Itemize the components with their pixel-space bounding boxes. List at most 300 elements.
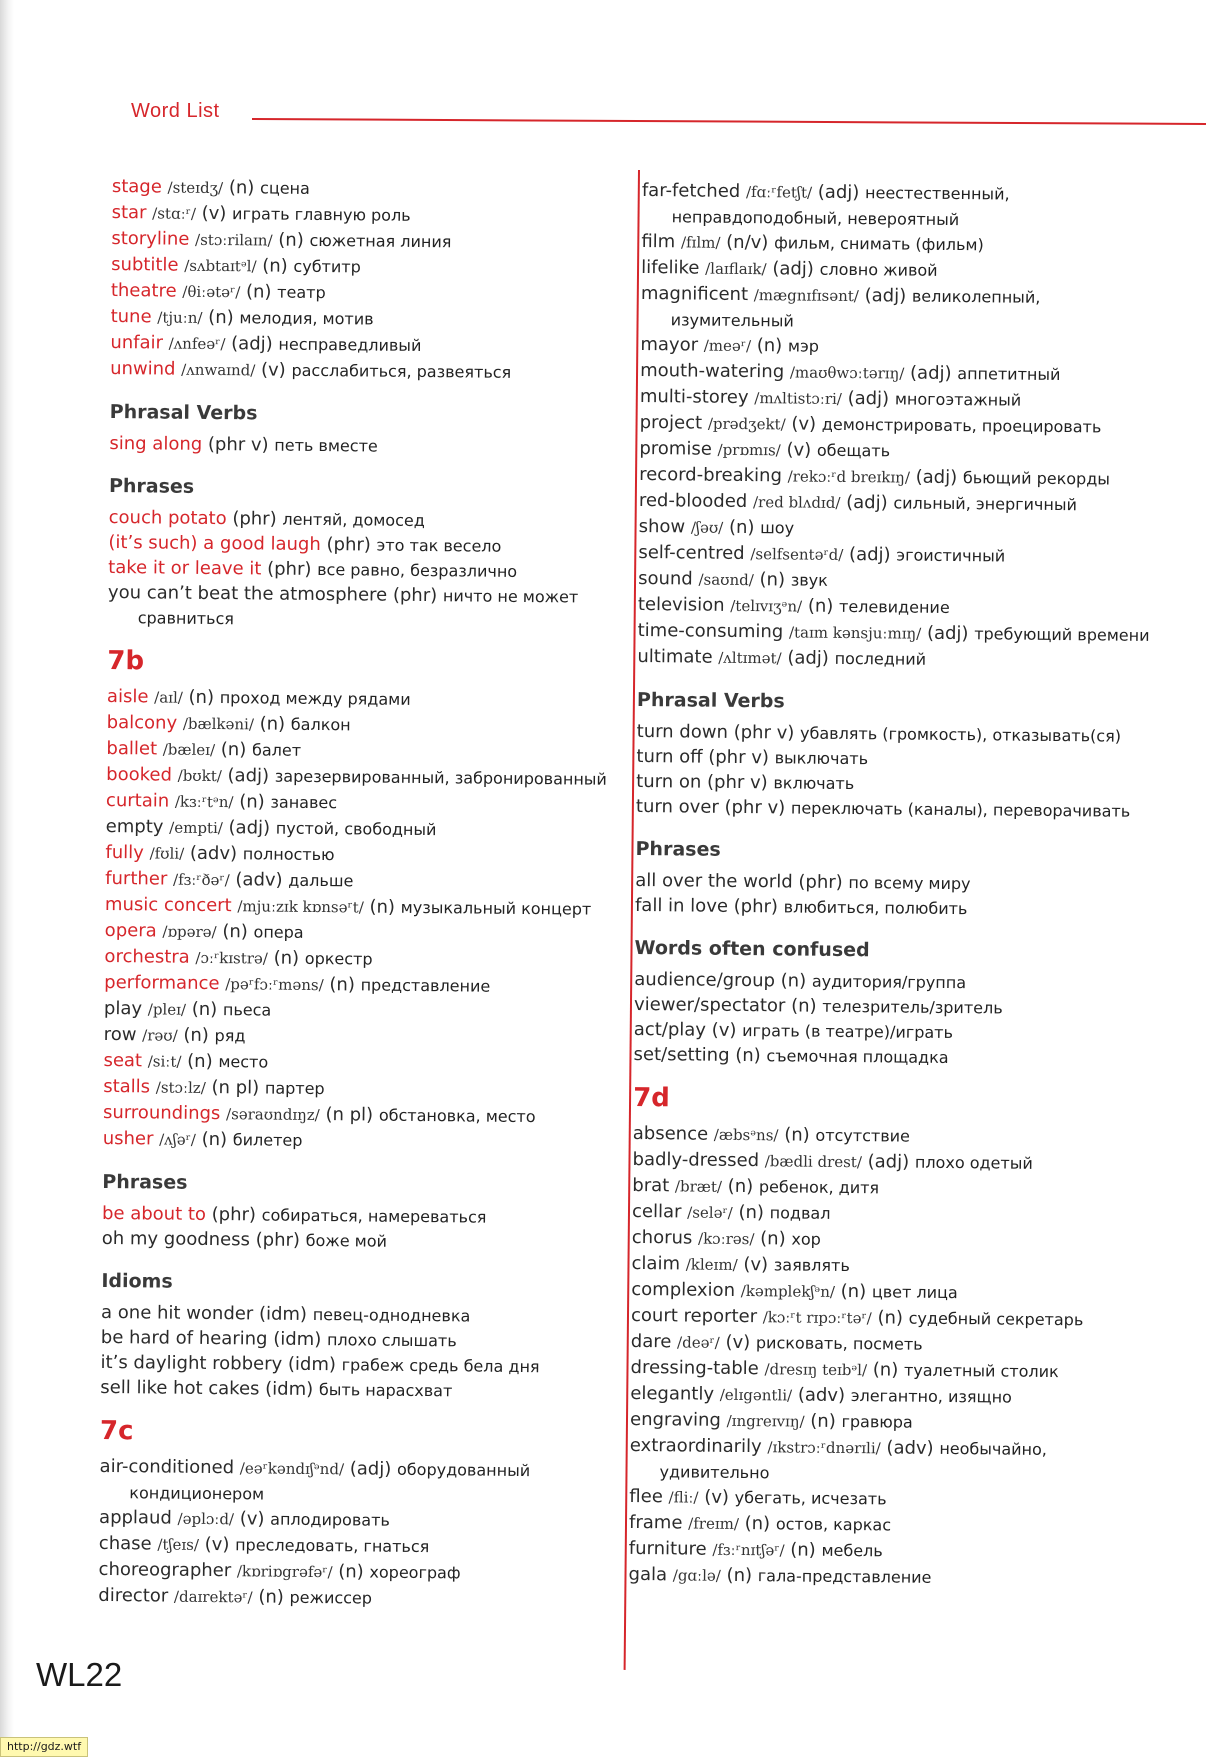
part-of-speech: (n) xyxy=(780,970,807,992)
part-of-speech: (phr) xyxy=(211,1204,257,1226)
part-of-speech: (idm) xyxy=(273,1328,322,1351)
transcription: /kɔːʳt rɪpɔːʳtəʳ/ xyxy=(762,1308,872,1328)
part-of-speech: (n) xyxy=(872,1359,899,1381)
translation: словно живой xyxy=(819,259,938,280)
translation: влюбиться, полюбить xyxy=(783,897,968,919)
headword: gala xyxy=(628,1563,668,1586)
headword: balcony xyxy=(106,711,178,734)
entry-list xyxy=(628,1121,1152,1593)
headword: couch potato xyxy=(108,506,227,530)
translation: демонстрировать, проецировать xyxy=(821,414,1102,437)
headword: sound xyxy=(638,567,693,590)
word-entry xyxy=(629,1433,1149,1489)
translation: проход между рядами xyxy=(219,688,411,709)
part-of-speech: (n) xyxy=(369,896,396,918)
headword: mayor xyxy=(640,333,699,356)
translation: телевидение xyxy=(838,596,950,617)
headword: flee xyxy=(629,1485,663,1508)
part-of-speech: (n) xyxy=(258,1586,284,1608)
section-heading: Phrases xyxy=(108,474,195,498)
transcription: /prədʒekt/ xyxy=(707,414,786,434)
translation: съемочная площадка xyxy=(766,1046,949,1067)
transcription: /ɪngreɪvɪŋ/ xyxy=(726,1411,805,1431)
translation: фильм, снимать (фильм) xyxy=(774,233,984,255)
transcription: /prɒmɪs/ xyxy=(717,440,781,460)
part-of-speech: (phr) xyxy=(326,534,371,556)
part-of-speech: (n) xyxy=(273,947,300,969)
headword: turn off xyxy=(636,745,703,768)
translation: многоэтажный xyxy=(894,389,1022,410)
translation: аплодировать xyxy=(270,1509,390,1530)
transcription: /kɔːrəs/ xyxy=(697,1229,755,1249)
part-of-speech: (adj) xyxy=(787,647,829,669)
transcription: /ʃəʊ/ xyxy=(690,518,724,537)
part-of-speech: (phr) xyxy=(392,584,438,607)
transcription: /pleɪ/ xyxy=(147,1000,187,1019)
part-of-speech: (n) xyxy=(807,595,834,617)
transcription: /tjuːn/ xyxy=(157,308,203,327)
part-of-speech: (adj) xyxy=(848,544,891,566)
headword: television xyxy=(637,593,725,616)
headword: all over the world xyxy=(635,869,793,893)
transcription: /mʌltistɔːri/ xyxy=(754,389,842,408)
transcription: /fɑːʳfetʃt/ xyxy=(745,182,813,202)
translation: убавлять (громкость), отказывать(ся) xyxy=(799,723,1122,746)
unit-heading-7c: 7c xyxy=(99,1415,134,1447)
entry-list xyxy=(633,967,1154,1072)
translation: певец-однодневка xyxy=(312,1304,471,1326)
translation: обещать xyxy=(816,440,891,461)
part-of-speech: (n) xyxy=(756,335,783,357)
part-of-speech: (adv) xyxy=(797,1384,846,1407)
translation: балкон xyxy=(290,714,351,735)
translation: обстановка, место xyxy=(378,1105,536,1127)
translation: подвал xyxy=(769,1203,831,1223)
headword: applaud xyxy=(99,1506,172,1529)
transcription: /pəʳfɔːʳməns/ xyxy=(225,975,324,995)
page-header-title: Word List xyxy=(131,100,220,122)
transcription: /stɔːlz/ xyxy=(155,1078,206,1097)
entry-list xyxy=(98,1454,619,1614)
translation: туалетный столик xyxy=(903,1360,1059,1382)
transcription: /laɪflaɪk/ xyxy=(705,259,767,279)
part-of-speech: (v) xyxy=(201,202,227,225)
translation: гравюра xyxy=(841,1411,913,1432)
part-of-speech: (n) xyxy=(245,281,272,303)
part-of-speech: (v) xyxy=(791,413,817,435)
section-heading: Phrases xyxy=(102,1170,188,1194)
part-of-speech: (adj) xyxy=(915,466,958,489)
headword: you can’t beat the atmosphere xyxy=(107,581,388,606)
headword: audience/group xyxy=(634,968,776,992)
word-entry xyxy=(633,1042,1153,1072)
translation: место xyxy=(218,1052,269,1072)
headword: be about to xyxy=(101,1202,207,1225)
translation: великолепный, изумительный xyxy=(670,286,1041,331)
part-of-speech: (adj) xyxy=(847,387,890,410)
headword: stage xyxy=(111,175,162,198)
translation: необычайно, удивительно xyxy=(659,1438,1048,1483)
translation: требующий времени xyxy=(974,624,1150,645)
transcription: /fɜːʳðəʳ/ xyxy=(172,870,230,890)
translation: пьеса xyxy=(222,1000,272,1020)
transcription: /maʊθwɔːtərɪŋ/ xyxy=(789,363,905,383)
transcription: /bædli drest/ xyxy=(764,1152,863,1172)
headword: stalls xyxy=(103,1075,151,1098)
word-entry xyxy=(110,356,630,387)
part-of-speech: (phr) xyxy=(232,508,277,530)
translation: музыкальный концерт xyxy=(400,897,592,919)
transcription: /ʌltɪmət/ xyxy=(718,648,782,668)
part-of-speech: (v) xyxy=(786,439,812,461)
translation: последний xyxy=(834,648,927,669)
part-of-speech: (phr) xyxy=(733,895,779,918)
part-of-speech: (v) xyxy=(704,1486,730,1508)
translation: выключать xyxy=(774,748,869,769)
translation: зарезервированный, забронированный xyxy=(274,766,607,789)
translation: заявлять xyxy=(773,1255,850,1276)
headword: usher xyxy=(102,1127,154,1150)
translation: режиссер xyxy=(289,1587,373,1608)
section-heading: Idioms xyxy=(101,1269,173,1293)
translation: опера xyxy=(253,922,304,942)
translation: балет xyxy=(251,740,302,760)
part-of-speech: (n pl) xyxy=(211,1076,260,1099)
translation: боже мой xyxy=(305,1230,388,1251)
transcription: /sʌbtaɪtᵊl/ xyxy=(184,256,257,276)
transcription: /ʌnfeəʳ/ xyxy=(168,334,226,354)
section-heading: Phrases xyxy=(635,837,721,861)
part-of-speech: (phr) xyxy=(255,1229,301,1251)
source-link[interactable]: http://gdz.wtf xyxy=(0,1737,88,1757)
translation: ребенок, дитя xyxy=(758,1177,880,1198)
part-of-speech: (phr) xyxy=(798,871,843,893)
translation: играть главную роль xyxy=(232,204,411,225)
headword: elegantly xyxy=(630,1382,715,1405)
headword: badly-dressed xyxy=(632,1148,760,1172)
headword: multi-storey xyxy=(639,385,749,409)
translation: плохо одетый xyxy=(914,1152,1033,1173)
part-of-speech: (n) xyxy=(191,998,218,1021)
transcription: /freɪm/ xyxy=(688,1514,740,1533)
headword: curtain xyxy=(105,789,170,812)
translation: представление xyxy=(360,975,491,996)
part-of-speech: (adv) xyxy=(189,842,238,865)
translation: включать xyxy=(773,773,855,794)
headword: director xyxy=(98,1584,169,1607)
translation: билетер xyxy=(232,1130,303,1150)
transcription: /daɪrektəʳ/ xyxy=(173,1587,253,1607)
translation: оркестр xyxy=(304,948,373,969)
headword: brat xyxy=(632,1174,670,1197)
translation: шоу xyxy=(760,518,795,538)
translation: переключать (каналы), переворачивать xyxy=(790,798,1131,821)
part-of-speech: (n) xyxy=(239,791,265,813)
headword: storyline xyxy=(111,227,190,250)
translation: гала-представление xyxy=(757,1566,932,1587)
headword: film xyxy=(641,230,676,253)
section-heading: Phrasal Verbs xyxy=(636,688,785,713)
entry-list xyxy=(103,684,627,1157)
translation: аудитория/группа xyxy=(811,971,967,993)
section-heading: Phrasal Verbs xyxy=(109,400,258,425)
headword: ultimate xyxy=(637,645,713,668)
transcription: /θiːətəʳ/ xyxy=(182,282,241,302)
transcription: /əplɔːd/ xyxy=(177,1509,235,1529)
part-of-speech: (phr v) xyxy=(708,746,770,769)
headword: chase xyxy=(98,1532,152,1555)
transcription: /stɔːrilaɪn/ xyxy=(195,230,273,250)
headword: star xyxy=(111,201,147,224)
part-of-speech: (n) xyxy=(338,1561,364,1583)
transcription: /kɜːʳtᵊn/ xyxy=(174,792,234,812)
part-of-speech: (n) xyxy=(278,229,304,251)
translation: субтитр xyxy=(293,256,361,277)
part-of-speech: (n) xyxy=(810,1410,836,1432)
part-of-speech: (n/v) xyxy=(726,231,769,254)
transcription: /red blʌdɪd/ xyxy=(752,493,841,512)
translation: сюжетная линия xyxy=(309,230,452,252)
part-of-speech: (n) xyxy=(188,686,215,709)
transcription: /æbsᵊns/ xyxy=(713,1125,779,1145)
part-of-speech: (n) xyxy=(187,1050,213,1073)
transcription: /kleɪm/ xyxy=(685,1255,738,1274)
transcription: /ɪkstrɔːʳdnərɪli/ xyxy=(767,1438,881,1458)
entry-list xyxy=(108,505,629,635)
translation: занавес xyxy=(270,792,338,813)
headword: it’s daylight robbery xyxy=(100,1351,283,1375)
transcription: /dresɪŋ teɪbᵊl/ xyxy=(764,1360,868,1380)
entry-list xyxy=(100,1300,621,1405)
part-of-speech: (phr) xyxy=(267,558,312,580)
headword: performance xyxy=(104,971,220,995)
headword: row xyxy=(103,1023,137,1046)
word-entry xyxy=(635,893,1155,923)
part-of-speech: (n) xyxy=(791,995,817,1017)
translation: театр xyxy=(277,282,326,303)
headword: unfair xyxy=(110,331,164,354)
headword: booked xyxy=(106,763,173,786)
part-of-speech: (n) xyxy=(735,1044,761,1067)
translation: полностью xyxy=(242,844,335,865)
headword: sing along xyxy=(109,432,203,455)
word-entry xyxy=(99,1454,619,1510)
translation: собираться, намереваться xyxy=(261,1205,487,1227)
word-entry xyxy=(100,1375,620,1405)
headword: tune xyxy=(110,305,152,328)
part-of-speech: (idm) xyxy=(287,1353,337,1376)
transcription: /siːt/ xyxy=(147,1052,182,1071)
headword: seat xyxy=(103,1049,143,1072)
translation: все равно, безразлично xyxy=(317,559,518,581)
header-rule xyxy=(252,118,1206,125)
transcription: /bælkəni/ xyxy=(182,714,255,734)
headword: opera xyxy=(104,919,157,942)
headword: theatre xyxy=(110,279,177,302)
word-entry xyxy=(641,281,1161,337)
translation: плохо слышать xyxy=(326,1330,457,1351)
translation: рисковать, посметь xyxy=(755,1333,923,1354)
part-of-speech: (n) xyxy=(220,739,247,761)
transcription: /telɪvɪʒᵊn/ xyxy=(730,596,803,616)
word-entry xyxy=(102,1226,622,1256)
headword: play xyxy=(103,997,143,1020)
headword: furniture xyxy=(628,1537,707,1560)
part-of-speech: (adj) xyxy=(817,181,860,204)
headword: act/play xyxy=(633,1018,707,1041)
transcription: /seləʳ/ xyxy=(687,1203,733,1222)
translation: петь вместе xyxy=(274,435,378,456)
headword: (it’s such) a good laugh xyxy=(108,531,321,556)
headword: red-blooded xyxy=(638,489,748,513)
headword: take it or leave it xyxy=(108,556,262,580)
headword: frame xyxy=(628,1511,683,1534)
headword: magnificent xyxy=(640,282,749,306)
translation: неестественный, неправдоподобный, невероятный xyxy=(671,183,1010,230)
translation: быть нарасхват xyxy=(318,1380,453,1401)
word-entry xyxy=(109,431,629,461)
part-of-speech: (adj) xyxy=(864,285,907,307)
part-of-speech: (n) xyxy=(329,974,356,996)
headword: orchestra xyxy=(104,945,190,968)
part-of-speech: (n) xyxy=(760,1228,786,1250)
headword: record-breaking xyxy=(639,463,783,487)
page-edge-shadow xyxy=(0,0,14,1755)
headword: show xyxy=(638,515,686,538)
headword: far-fetched xyxy=(641,179,741,202)
headword: unwind xyxy=(110,357,176,380)
translation: аппетитный xyxy=(957,364,1061,385)
part-of-speech: (v) xyxy=(743,1254,769,1276)
translation: звук xyxy=(790,570,828,590)
part-of-speech: (n) xyxy=(840,1280,867,1303)
transcription: /selfsentəʳd/ xyxy=(750,545,844,564)
headword: oh my goodness xyxy=(101,1227,251,1251)
part-of-speech: (n) xyxy=(790,1539,816,1561)
part-of-speech: (n) xyxy=(784,1124,810,1146)
part-of-speech: (adj) xyxy=(227,765,270,787)
headword: mouth-watering xyxy=(640,359,785,383)
transcription: /fʊli/ xyxy=(149,844,185,863)
headword: time-consuming xyxy=(637,619,784,643)
part-of-speech: (n) xyxy=(222,921,248,943)
transcription: /tʃeɪs/ xyxy=(157,1535,200,1554)
translation: мелодия, мотив xyxy=(239,308,374,329)
headword: be hard of hearing xyxy=(100,1326,268,1350)
headword: court reporter xyxy=(630,1304,758,1328)
transcription: /ɔːʳkɪstrə/ xyxy=(195,948,269,968)
transcription: /fliː/ xyxy=(668,1488,699,1507)
translation: хореограф xyxy=(369,1562,461,1583)
right-column xyxy=(628,178,1162,1593)
word-entry xyxy=(103,1126,623,1157)
part-of-speech: (phr v) xyxy=(706,771,768,794)
part-of-speech: (v) xyxy=(711,1019,737,1041)
headword: dressing-table xyxy=(630,1356,759,1380)
headword: claim xyxy=(631,1252,681,1275)
part-of-speech: (adj) xyxy=(231,333,273,355)
section-heading: Words often confused xyxy=(634,936,870,962)
word-entry xyxy=(636,794,1156,824)
translation: остов, каркас xyxy=(775,1514,892,1535)
part-of-speech: (n) xyxy=(208,306,234,329)
entry-list xyxy=(635,868,1155,923)
transcription: /ʌʃəʳ/ xyxy=(159,1130,196,1149)
transcription: /fɪlm/ xyxy=(680,233,721,252)
part-of-speech: (adj) xyxy=(926,622,969,645)
part-of-speech: (n) xyxy=(744,1513,771,1535)
headword: viewer/spectator xyxy=(633,993,786,1017)
headword: cellar xyxy=(631,1200,682,1223)
transcription: /gɑːlə/ xyxy=(672,1566,721,1585)
translation: пустой, свободный xyxy=(275,818,437,840)
page-number: WL22 xyxy=(36,1656,123,1693)
headword: promise xyxy=(639,437,712,460)
translation: расслабиться, развеяться xyxy=(291,360,512,382)
translation: ничто не может сравниться xyxy=(137,586,579,629)
unit-heading-7d: 7d xyxy=(633,1082,671,1114)
left-column xyxy=(98,174,632,1614)
headword: aisle xyxy=(106,685,149,708)
headword: project xyxy=(639,411,703,434)
headword: turn down xyxy=(636,720,729,743)
headword: sell like hot cakes xyxy=(100,1376,260,1400)
entry-list xyxy=(110,174,632,387)
part-of-speech: (n) xyxy=(738,1201,765,1224)
headword: choreographer xyxy=(98,1558,232,1582)
translation: мебель xyxy=(821,1540,883,1561)
entry-list xyxy=(637,178,1162,675)
part-of-speech: (n) xyxy=(259,713,286,735)
transcription: /bʊkt/ xyxy=(177,766,222,786)
translation: это так весело xyxy=(376,535,502,556)
part-of-speech: (v) xyxy=(204,1533,230,1556)
transcription: /deəʳ/ xyxy=(677,1333,720,1352)
headword: self-centred xyxy=(638,541,745,565)
translation: играть (в театре)/играть xyxy=(742,1021,954,1043)
headword: set/setting xyxy=(633,1043,730,1066)
translation: бьющий рекорды xyxy=(962,468,1111,489)
transcription: /rəʊ/ xyxy=(142,1026,178,1045)
headword: turn on xyxy=(636,770,702,793)
transcription: /steɪdʒ/ xyxy=(167,178,224,198)
translation: судебный секретарь xyxy=(908,1308,1084,1330)
transcription: /stɑːʳ/ xyxy=(152,204,197,223)
part-of-speech: (v) xyxy=(239,1508,265,1530)
part-of-speech: (adv) xyxy=(886,1437,934,1459)
translation: хор xyxy=(791,1229,821,1249)
word-entry xyxy=(98,1583,618,1614)
headword: empty xyxy=(105,815,164,838)
translation: отсутствие xyxy=(815,1125,911,1146)
part-of-speech: (n) xyxy=(726,1564,753,1587)
part-of-speech: (adv) xyxy=(235,869,283,891)
part-of-speech: (phr v) xyxy=(733,721,795,744)
entry-list xyxy=(636,719,1157,824)
translation: несправедливый xyxy=(278,334,422,355)
part-of-speech: (adj) xyxy=(867,1151,910,1173)
headword: further xyxy=(105,867,168,890)
transcription: /fɜːʳnɪtʃəʳ/ xyxy=(712,1540,785,1560)
headword: absence xyxy=(632,1122,709,1145)
translation: эгоистичный xyxy=(896,545,1006,566)
transcription: /meəʳ/ xyxy=(703,336,752,356)
part-of-speech: (n) xyxy=(228,177,255,199)
headword: dare xyxy=(630,1330,672,1353)
word-entry xyxy=(628,1562,1148,1593)
headword: fully xyxy=(105,841,144,864)
headword: ballet xyxy=(106,737,158,760)
